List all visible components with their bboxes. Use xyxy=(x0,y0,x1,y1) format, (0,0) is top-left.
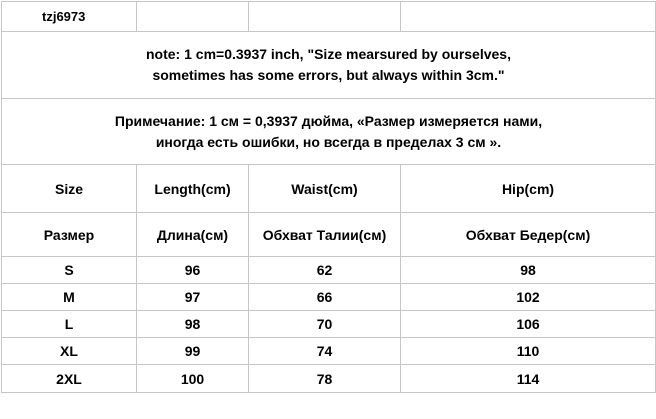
note-russian xyxy=(2,99,656,165)
size-cell: L xyxy=(2,311,137,338)
size-cell: XL xyxy=(2,338,137,365)
header-size: Size xyxy=(2,165,137,213)
hip-cell: 114 xyxy=(401,365,656,393)
header-waist-ru: Обхват Талии(см) xyxy=(249,213,401,257)
size-cell: 2XL xyxy=(2,365,137,393)
header-hip: Hip(cm) xyxy=(401,165,656,213)
header-length-ru: Длина(см) xyxy=(137,213,249,257)
size-cell: M xyxy=(2,284,137,311)
hip-cell: 98 xyxy=(401,257,656,284)
length-cell: 99 xyxy=(137,338,249,365)
product-code-row xyxy=(2,2,656,32)
hip-cell: 106 xyxy=(401,311,656,338)
length-cell: 98 xyxy=(137,311,249,338)
note-en-line-2: sometimes has some errors, but always within 3cm." xyxy=(152,67,505,83)
hip-cell: 110 xyxy=(401,338,656,365)
product-code: tzj6973 xyxy=(2,2,137,32)
empty-cell xyxy=(401,2,656,32)
size-cell: S xyxy=(2,257,137,284)
length-cell: 96 xyxy=(137,257,249,284)
header-length: Length(cm) xyxy=(137,165,249,213)
header-row-russian xyxy=(2,213,656,257)
header-hip-ru: Обхват Бедер(см) xyxy=(401,213,656,257)
note-ru-line-1: Примечание: 1 см = 0,3937 дюйма, «Размер измеряется нами, xyxy=(114,112,543,129)
note-en-row xyxy=(2,32,656,99)
waist-cell: 66 xyxy=(249,284,401,311)
waist-cell: 78 xyxy=(249,365,401,393)
waist-cell: 74 xyxy=(249,338,401,365)
size-chart-table xyxy=(1,1,656,393)
header-row-english xyxy=(2,165,656,213)
note-en-line-1: note: 1 cm=0.3937 inch, "Size mearsured by ourselves, xyxy=(146,46,511,62)
table-row xyxy=(2,311,656,338)
waist-cell: 62 xyxy=(249,257,401,284)
waist-cell: 70 xyxy=(249,311,401,338)
length-cell: 97 xyxy=(137,284,249,311)
length-cell: 100 xyxy=(137,365,249,393)
note-english xyxy=(2,32,656,99)
hip-cell: 102 xyxy=(401,284,656,311)
table-row xyxy=(2,338,656,365)
header-waist: Waist(cm) xyxy=(249,165,401,213)
note-ru-line-2: иногда есть ошибки, но всегда в пределах 3 см ». xyxy=(155,133,502,150)
empty-cell xyxy=(249,2,401,32)
table-row xyxy=(2,365,656,393)
note-ru-row xyxy=(2,99,656,165)
header-size-ru: Размер xyxy=(2,213,137,257)
empty-cell xyxy=(137,2,249,32)
table-row xyxy=(2,284,656,311)
table-row xyxy=(2,257,656,284)
